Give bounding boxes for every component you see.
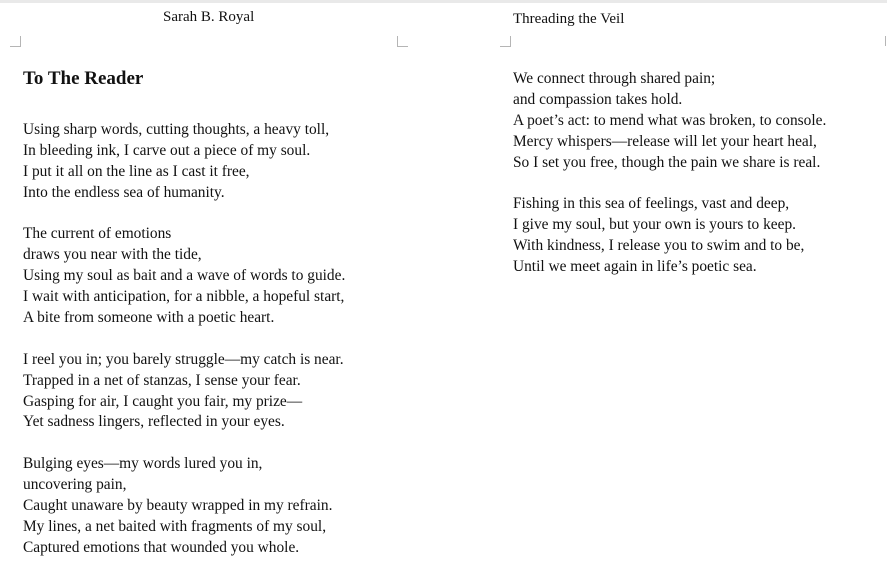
stanza (23, 120, 345, 204)
poem-line: The current of emotions (23, 225, 172, 243)
stanza (23, 454, 345, 558)
poem-line: Using my soul as bait and a wave of words to guide. (23, 267, 346, 285)
poem-line: Yet sadness lingers, reflected in your eyes. (23, 413, 285, 431)
poem-line: A bite from someone with a poetic heart. (23, 309, 275, 327)
poem-body (23, 120, 345, 580)
poem-line: Gasping for air, I caught you fair, my prize— (23, 392, 303, 410)
poem-line: Bulging eyes—my words lured you in, (23, 455, 263, 473)
stanza (23, 224, 345, 328)
poem-line: Trapped in a net of stanzas, I sense your fear. (23, 371, 301, 389)
stanza (23, 350, 345, 434)
poem-line: I put it all on the line as I cast it free, (23, 162, 250, 180)
stanza (513, 69, 826, 173)
poem-line: My lines, a net baited with fragments of my soul, (23, 517, 327, 535)
poem-line: Using sharp words, cutting thoughts, a heavy toll, (23, 121, 330, 138)
right-page[interactable] (490, 3, 887, 573)
poem-line: Mercy whispers—release will let your heart heal, (513, 132, 817, 150)
poem-line: We connect through shared pain; (513, 70, 716, 87)
page-header-author: Sarah B. Royal (163, 9, 255, 25)
margin-corner-mark (10, 36, 21, 47)
poem-line: Fishing in this sea of feelings, vast and deep, (513, 195, 790, 213)
poem-line: I reel you in; you barely struggle—my catch is near. (23, 350, 344, 368)
poem-title: To The Reader (23, 68, 144, 89)
poem-line: Until we meet again in life’s poetic sea. (513, 258, 757, 276)
poem-body (513, 69, 826, 299)
poem-line: With kindness, I release you to swim and to be, (513, 237, 805, 255)
left-page[interactable] (0, 3, 420, 573)
poem-line: I give my soul, but your own is yours to keep. (513, 216, 796, 234)
poem-line: uncovering pain, (23, 476, 127, 494)
poem-line: A poet’s act: to mend what was broken, to console. (513, 111, 827, 129)
poem-line: Into the endless sea of humanity. (23, 183, 225, 201)
page-header-book-title: Threading the Veil (513, 11, 625, 27)
stanza (513, 194, 826, 278)
poem-line: Captured emotions that wounded you whole. (23, 538, 300, 556)
poem-line: and compassion takes hold. (513, 90, 683, 108)
poem-line: I wait with anticipation, for a nibble, a hopeful start, (23, 288, 345, 306)
poem-line: In bleeding ink, I carve out a piece of my soul. (23, 141, 311, 159)
poem-line: draws you near with the tide, (23, 246, 202, 264)
margin-corner-mark (397, 36, 408, 47)
poem-line: So I set you free, though the pain we share is real. (513, 153, 821, 171)
margin-corner-mark (500, 36, 511, 47)
poem-line: Caught unaware by beauty wrapped in my refrain. (23, 497, 333, 515)
